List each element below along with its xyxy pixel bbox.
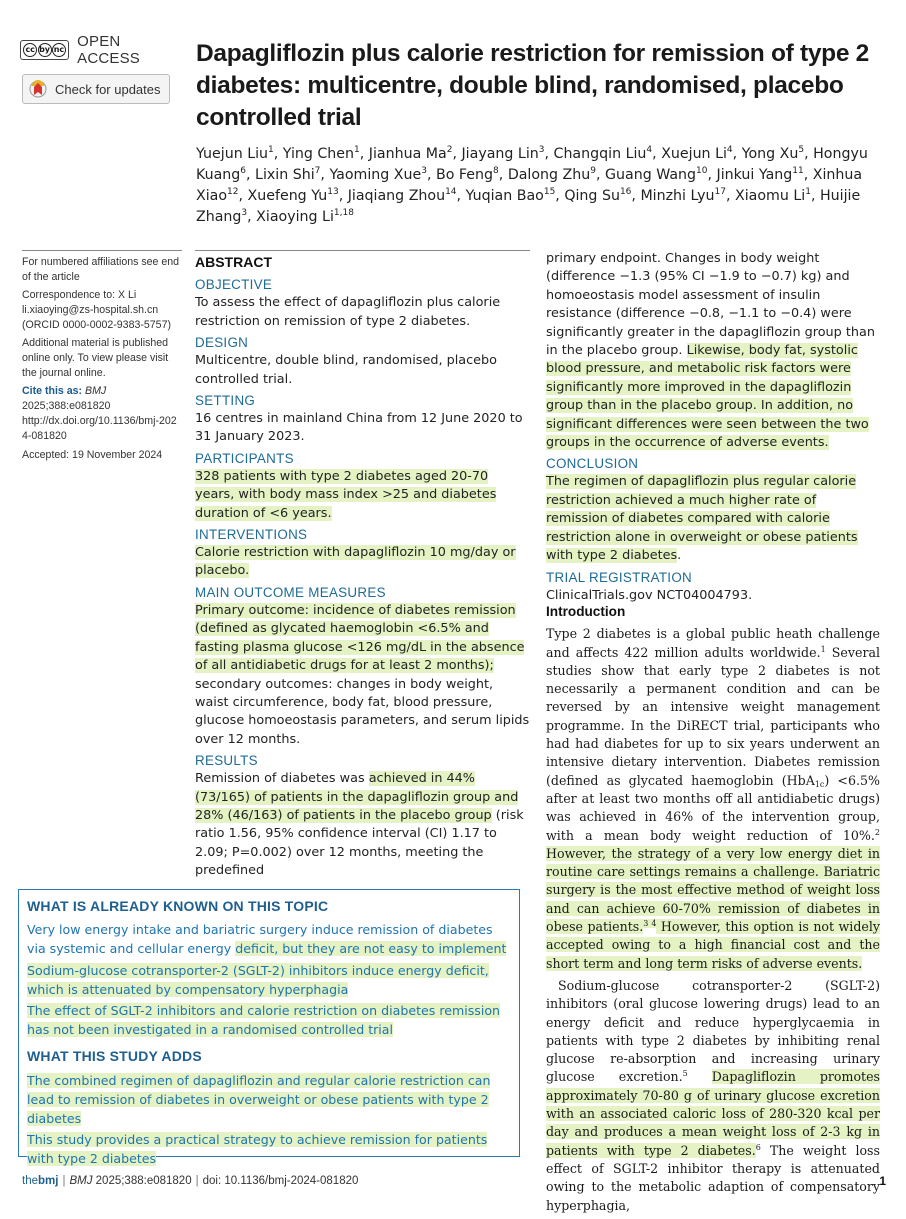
adds-item-2 [27, 1130, 511, 1168]
objective-text: To assess the effect of dapagliflozin plus calorie restriction on remission of type 2 diabetes. [195, 295, 501, 329]
affiliation-sup: 8 [493, 166, 499, 176]
ref-sup[interactable]: 6 [755, 1142, 761, 1152]
registration-heading: TRIAL REGISTRATION [546, 569, 693, 585]
intro-p1-a: Type 2 diabetes is a global public heath challenge and affects 422 million adults worldwide. [546, 626, 880, 660]
summary-box [18, 889, 520, 1167]
outcomes-text [195, 602, 530, 749]
citation-block [22, 384, 182, 444]
cite-label: Cite this as: [22, 385, 83, 397]
author-name: Hongyu Kuang [196, 146, 868, 183]
known-item-3 [27, 1001, 511, 1039]
article-sidebar [22, 250, 182, 466]
bmj-logo [22, 1175, 58, 1187]
author-name: Bo Feng [436, 167, 494, 183]
orcid[interactable]: (ORCID 0000-0002-9383-5757) [22, 319, 171, 331]
logo-the: the [22, 1175, 38, 1187]
affiliation-sup: 13 [327, 187, 339, 197]
footer-journal: BMJ [69, 1175, 93, 1187]
author-name: Lixin Shi [255, 167, 315, 183]
cite-ref: 2025;388:e081820 [22, 400, 111, 412]
participants-highlight: 328 patients with type 2 diabetes aged 20-70 years, with body mass index >25 and diabetes duration of <6 years. [195, 468, 497, 521]
affiliation-sup: 3 [538, 145, 545, 155]
results-text [195, 770, 530, 880]
participants-heading: PARTICIPANTS [195, 450, 294, 466]
author-name: Jianhua Ma [368, 146, 447, 162]
results-stats: (risk ratio 1.56, 95% confidence interval (CI) 1.17 to 2.09; P=0.002) over 12 months, meeting the predefined [195, 807, 524, 879]
hba1c-sub: 1c [814, 779, 825, 789]
results-highlight-2: Likewise, body fat, systolic blood pressure, and metabolic risk factors were significantly more improved in the dapagliflozin group than in the placebo group. In addition, no significant differences were seen between the two groups in the occurrence of adverse events. [546, 343, 869, 451]
known-item-1 [27, 920, 511, 958]
cite-journal: BMJ [85, 385, 107, 397]
accepted-date: Accepted: 19 November 2024 [22, 449, 163, 461]
intro-p2-c: The weight loss effect of SGLT-2 inhibitor therapy is attenuated owing to the metabolic adaption of compensatory hyperphagia, [546, 1142, 880, 1213]
author-name: Yong Xu [741, 146, 799, 162]
author-name: Xinhua Xiao [196, 167, 863, 204]
additional-material-note: Additional material is published online only. To view please visit the journal online. [22, 337, 169, 379]
conclusion-heading: CONCLUSION [546, 456, 639, 472]
author-name: Minzhi Lyu [640, 188, 715, 204]
page-number: 1 [879, 1174, 886, 1188]
footer-citation: 2025;388:e081820 [95, 1175, 192, 1187]
author-name: Yuejun Liu [196, 146, 269, 162]
author-name: Xuefeng Yu [247, 188, 328, 204]
open-access-label: OPEN ACCESS [77, 33, 141, 67]
adds-item-1 [27, 1071, 511, 1129]
affiliation-sup: 2 [446, 145, 453, 155]
author-name: Guang Wang [605, 167, 697, 183]
affiliation-sup: 5 [798, 145, 805, 155]
results-text-continued [546, 250, 878, 452]
results-heading: RESULTS [195, 753, 258, 769]
conclusion-text [546, 473, 878, 565]
affiliation-sup: 7 [314, 166, 321, 176]
author-name: Xiaomu Li [734, 188, 806, 204]
interventions-heading: INTERVENTIONS [195, 527, 308, 543]
adds-item-2-highlight: This study provides a practical strategy to achieve remission for patients with type 2 diabetes [27, 1132, 488, 1167]
affiliation-sup: 10 [696, 166, 708, 176]
affiliation-sup: 1,18 [333, 208, 354, 218]
nc-icon: nc [52, 43, 66, 57]
affiliation-sup: 9 [590, 166, 596, 176]
conclusion-end: . [677, 548, 682, 564]
intro-p1-b: Several studies show that early type 2 diabetes is not necessarily a permanent condition and can be reversed by an intensive weight management programme. In the DiRECT trial, participants who had had diabetes for up to six years underwent an intensive dietary intervention. Diabetes remission (defined as glycated haemoglobin (HbA [546, 644, 880, 788]
setting-heading: SETTING [195, 393, 256, 409]
author-name: Yaoming Xue [329, 167, 422, 183]
correspondence-label: Correspondence to: X Li [22, 289, 137, 301]
ref-sup[interactable]: 2 [874, 827, 880, 837]
affiliation-sup: 3 [241, 208, 248, 218]
design-text: Multicentre, double blind, randomised, placebo controlled trial. [195, 353, 497, 387]
affiliation-sup: 16 [619, 187, 632, 197]
affiliation-sup: 1 [268, 145, 274, 155]
outcomes-secondary: secondary outcomes: changes in body weight, waist circumference, body fat, blood pressure, glucose homoeostasis parameters, and serum lipids over 12 months. [195, 676, 530, 747]
affiliation-sup: 4 [646, 145, 653, 155]
page-footer [22, 1175, 886, 1187]
affiliations-note: For numbered affiliations see end of the article [22, 256, 180, 283]
author-name: Xuejun Li [661, 146, 727, 162]
author-name: Jiaqiang Zhou [347, 188, 446, 204]
setting-text: 16 centres in mainland China from 12 June 2020 to 31 January 2023. [195, 411, 523, 445]
intro-paragraph-1 [546, 625, 880, 973]
correspondence [22, 288, 182, 333]
author-name: Qing Su [564, 188, 620, 204]
footer-separator: | [195, 1175, 199, 1187]
known-heading: WHAT IS ALREADY KNOWN ON THIS TOPIC [27, 898, 329, 914]
outcomes-heading: MAIN OUTCOME MEASURES [195, 584, 386, 600]
conclusion-highlight: The regimen of dapagliflozin plus regular calorie restriction achieved a much higher rate of remission of diabetes compared with calorie restriction alone in overweight or obese patients with type 2 diabetes [546, 474, 858, 564]
author-name: Jinkui Yang [716, 167, 793, 183]
affiliation-sup: 15 [543, 187, 556, 197]
affiliation-sup: 1 [354, 145, 360, 155]
interventions-highlight: Calorie restriction with dapagliflozin 10 mg/day or placebo. [195, 545, 516, 579]
check-for-updates-label: Check for updates [55, 81, 161, 97]
affiliation-sup: 1 [805, 187, 811, 197]
author-name: Yuqian Bao [465, 188, 544, 204]
design-heading: DESIGN [195, 335, 249, 351]
ref-sup[interactable]: 3 4 [643, 919, 657, 929]
abstract-column-2 [546, 250, 878, 605]
known-item-1-highlight: deficit, but they are not easy to implement [235, 941, 507, 957]
affiliation-sup: 14 [445, 187, 457, 197]
intro-p1-c: ) <6.5% after at least two months off all antidiabetic drugs) was achieved in 46% of the intervention group, with a mean body weight reduction of 10%. [546, 772, 880, 843]
affiliation-sup: 11 [792, 166, 804, 176]
cc-icon: cc [23, 43, 37, 57]
affiliation-sup: 4 [726, 145, 733, 155]
correspondence-email[interactable]: li.xiaoying@zs-hospital.sh.cn [22, 304, 159, 316]
intro-p1-highlight: However, the strategy of a very low energy diet in routine care settings remains a challenge. Bariatric surgery is the most effective method of weight loss and can achieve 60-70% remission of diabetes in obese patients. [546, 845, 880, 935]
results-continued: primary endpoint. Changes in body weight (difference −1.3 (95% CI −1.9 to −0.7) kg) and homoeostasis model assessment of insulin resistance (difference −0.8, −1.1 to −0.4) were significantly greater in the dapagliflozin group than in the placebo group. [546, 251, 875, 359]
affiliation-sup: 17 [714, 187, 726, 197]
known-item-2 [27, 961, 511, 999]
intro-p1-highlight-2: However, this option is not widely accepted owing to a high financial cost and the short term and long term risks of adverse events. [546, 919, 880, 971]
objective-heading: OBJECTIVE [195, 277, 273, 293]
introduction-section [546, 603, 880, 1219]
interventions-text [195, 544, 530, 581]
adds-heading: WHAT THIS STUDY ADDS [27, 1048, 202, 1065]
known-item-3-highlight: The effect of SGLT-2 inhibitors and calorie restriction on diabetes remission has not been investigated in a randomised controlled trial [27, 1003, 501, 1038]
adds-item-1-highlight: The combined regimen of dapagliflozin and regular calorie restriction can lead to remission of diabetes in overweight or obese patients with type 2 diabetes [27, 1072, 491, 1127]
intro-p2-highlight: Dapagliflozin promotes approximately 70-80 g of urinary glucose excretion with an associated caloric loss of 280-320 kcal per day and produces a mean weight loss of 2-3 kg in patients with type 2 diabetes. [546, 1069, 880, 1158]
outcomes-highlight: Primary outcome: incidence of diabetes remission (defined as glycated haemoglobin <6.5% and fasting plasma glucose <126 mg/dL in the absence of all antidiabetic drugs for at least 2 months); [195, 602, 525, 674]
affiliation-sup: 6 [240, 166, 247, 176]
affiliation-sup: 12 [227, 187, 239, 197]
introduction-heading: Introduction [546, 604, 626, 619]
abstract-heading: ABSTRACT [195, 254, 272, 270]
results-highlight: achieved in 44% (73/165) of patients in the dapagliflozin group and 28% (46/163) of patients in the placebo group [195, 771, 519, 823]
check-for-updates-button[interactable] [22, 74, 170, 104]
author-name: Changqin Liu [553, 146, 647, 162]
affiliation-sup: 3 [421, 166, 427, 176]
ref-sup[interactable]: 5 [682, 1069, 688, 1079]
intro-p2-a: Sodium-glucose cotransporter-2 (SGLT-2) inhibitors (oral glucose lowering drugs) lead to an energy deficit and reduce hyperglycaemia in patients with type 2 diabetes by inhibiting renal glucose re-absorption and increasing urinary glucose excretion. [546, 977, 880, 1085]
doi-link[interactable]: http://dx.doi.org/10.1136/bmj-2024-081820 [22, 415, 177, 442]
creative-commons-license-icon [20, 40, 69, 60]
crossmark-icon [29, 80, 47, 98]
known-item-2-highlight: Sodium-glucose cotransporter-2 (SGLT-2) inhibitors induce energy deficit, which is attenuated by compensatory hyperphagia [27, 962, 489, 997]
author-name: Xiaoying Li [256, 209, 334, 225]
author-name: Dalong Zhu [507, 167, 591, 183]
participants-text [195, 468, 530, 523]
results-lead: Remission of diabetes was [195, 771, 365, 787]
footer-doi[interactable]: doi: 10.1136/bmj-2024-081820 [202, 1175, 359, 1187]
author-name: Ying Chen [282, 146, 355, 162]
open-access-badge [20, 33, 180, 67]
footer-separator: | [62, 1175, 66, 1187]
known-item-1-text: Very low energy intake and bariatric surgery induce remission of diabetes via systemic and cellular energy [27, 922, 493, 957]
abstract-column-1 [195, 250, 530, 881]
ref-sup[interactable]: 1 [820, 644, 826, 654]
author-name: Huijie Zhang [196, 188, 861, 225]
article-title: Dapagliflozin plus calorie restriction for remission of type 2 diabetes: multicentre, double blind, randomised, placebo controlled trial [196, 40, 869, 131]
logo-bmj: bmj [38, 1175, 59, 1187]
author-name: Jiayang Lin [461, 146, 539, 162]
registration-text: ClinicalTrials.gov NCT04004793. [546, 587, 753, 603]
by-icon: by [38, 43, 52, 57]
author-list: Yuejun Liu$^1$, Ying Chen$^1$, Jianhua Ma$^2$, Jiayang Lin$^3$, Changqin Liu$^4$, Xuejun Li$^4$, Yong Xu$^5$, Hongyu Kuang$^6$, Lixin Shi$^7$, Yaoming Xue$^3$, Bo Feng$^8$, Dalong Zhu$^9$, Guang Wang$^{10}$, Jinkui Yang$^{11}$, Xinhua Xiao$^{12}$, Xuefeng Yu$^{13}$, Jiaqiang Zhou$^{14}$, Yuqian Bao$^{15}$, Qing Su$^{16}$, Minzhi Lyu$^{17}$, Xiaomu Li$^1$, Huijie Zhang$^3$, Xiaoying Li$^{1,18}$ [196, 145, 868, 225]
